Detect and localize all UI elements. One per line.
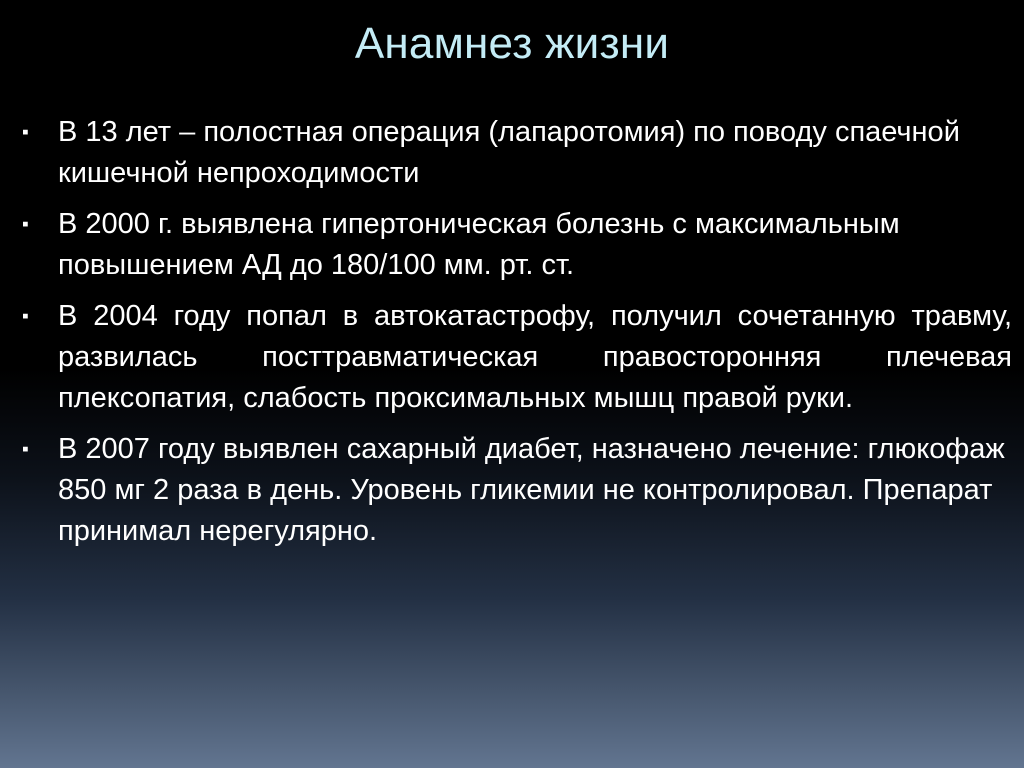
bullet-item <box>22 204 1012 286</box>
bullet-text: В 2007 году выявлен сахарный диабет, назначено лечение: глюкофаж 850 мг 2 раза в день. Уровень гликемии не контролировал. Препарат принимал нерегулярно. <box>58 433 1005 547</box>
bullet-item <box>22 112 1012 194</box>
bullet-square-icon: ▪ <box>22 306 29 327</box>
bullet-item <box>22 296 1012 419</box>
bullet-text: В 13 лет – полостная операция (лапаротомия) по поводу спаечной кишечной непроходимости <box>58 116 960 189</box>
bullet-text: В 2004 году попал в автокатастрофу, получил сочетанную травму, развилась посттравматическая правосторонняя плечевая плексопатия, слабость проксимальных мышц правой руки. <box>58 300 1012 414</box>
bullet-list <box>22 112 1012 562</box>
slide-title: Анамнез жизни <box>354 19 670 68</box>
bullet-square-icon: ▪ <box>22 214 29 235</box>
bullet-square-icon: ▪ <box>22 439 29 460</box>
bullet-square-icon: ▪ <box>22 122 29 143</box>
bullet-text: В 2000 г. выявлена гипертоническая болезнь с максимальным повышением АД до 180/100 мм. рт. ст. <box>58 208 900 281</box>
bullet-item <box>22 429 1012 552</box>
